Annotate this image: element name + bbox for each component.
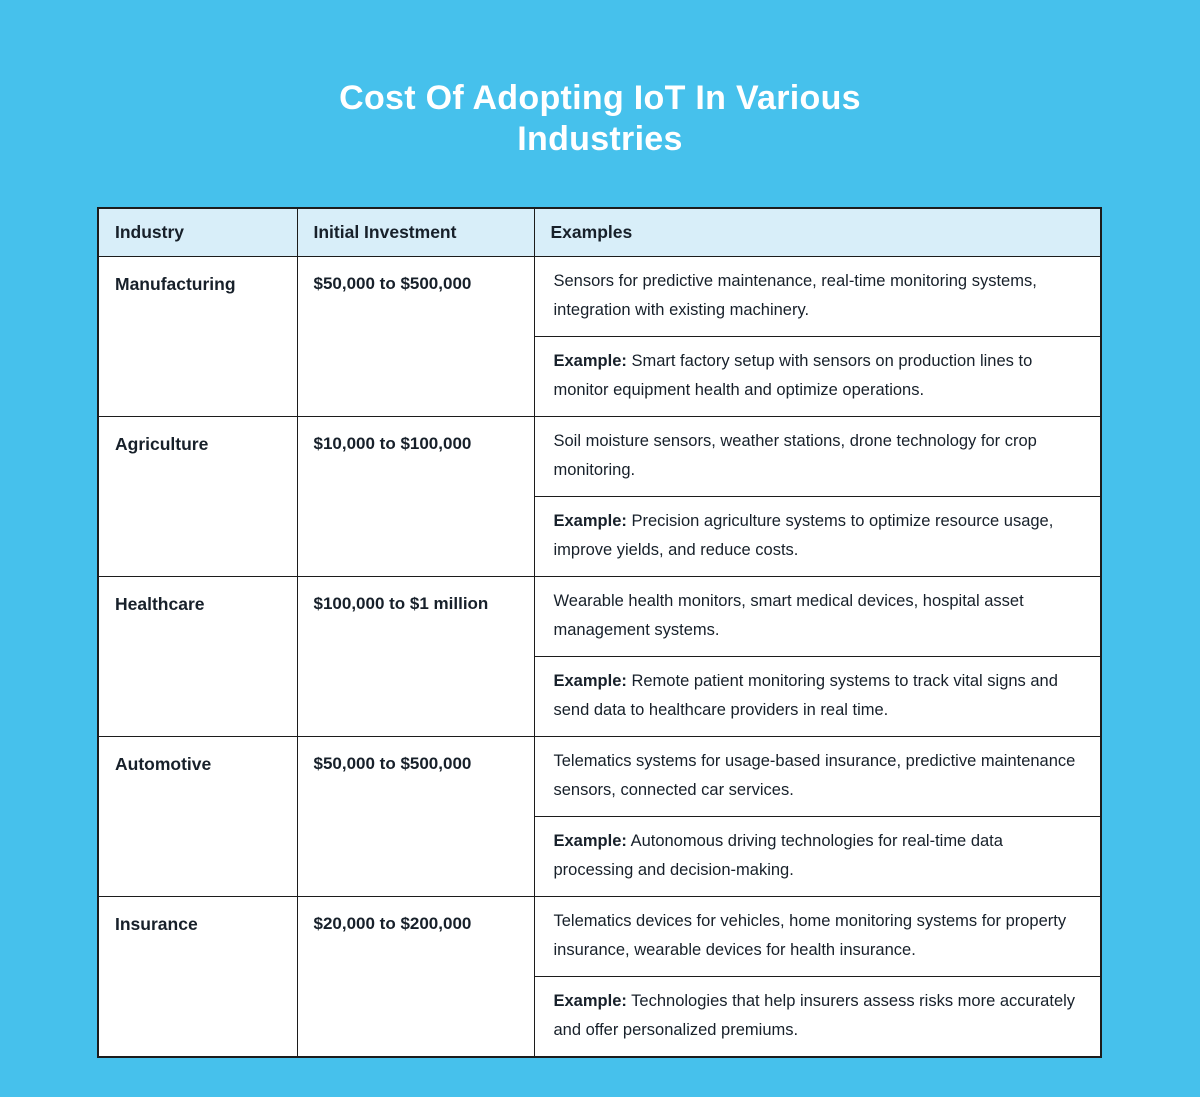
examples-description-cell: Sensors for predictive maintenance, real-time monitoring systems, integration with existing machinery. [534,256,1101,336]
examples-description-cell: Telematics devices for vehicles, home monitoring systems for property insurance, wearable devices for health insurance. [534,896,1101,976]
example-text: Smart factory setup with sensors on production lines to monitor equipment health and optimize operations. [553,351,1033,399]
example-text: Autonomous driving technologies for real-time data processing and decision-making. [553,831,1003,879]
investment-cell: $20,000 to $200,000 [297,896,534,1057]
example-label: Example: [553,671,627,690]
table-row [98,256,1101,336]
page-title-line2: Industries [517,120,683,158]
examples-description-cell: Soil moisture sensors, weather stations, drone technology for crop monitoring. [534,416,1101,496]
industry-cell: Agriculture [98,416,297,576]
example-text: Technologies that help insurers assess risks more accurately and offer personalized premiums. [553,991,1076,1039]
examples-description-cell: Telematics systems for usage-based insurance, predictive maintenance sensors, connected car services. [534,736,1101,816]
column-header-investment: Initial Investment [297,208,534,256]
table-header-row [98,208,1101,256]
column-header-industry: Industry [98,208,297,256]
industry-cell: Insurance [98,896,297,1057]
example-cell [534,656,1101,736]
investment-cell: $50,000 to $500,000 [297,736,534,896]
iot-cost-table [97,207,1102,1058]
page-title-line1: Cost Of Adopting IoT In Various [339,79,861,117]
examples-description-cell: Wearable health monitors, smart medical devices, hospital asset management systems. [534,576,1101,656]
example-cell [534,336,1101,416]
table-row [98,416,1101,496]
investment-cell: $50,000 to $500,000 [297,256,534,416]
example-cell [534,816,1101,896]
example-label: Example: [553,351,627,370]
example-cell [534,496,1101,576]
table-row [98,896,1101,976]
investment-cell: $10,000 to $100,000 [297,416,534,576]
table-row [98,576,1101,656]
column-header-examples: Examples [534,208,1101,256]
investment-cell: $100,000 to $1 million [297,576,534,736]
example-label: Example: [553,991,627,1010]
industry-cell: Healthcare [98,576,297,736]
industry-cell: Manufacturing [98,256,297,416]
table-row [98,736,1101,816]
example-text: Remote patient monitoring systems to track vital signs and send data to healthcare providers in real time. [553,671,1058,719]
example-label: Example: [553,831,627,850]
example-label: Example: [553,511,627,530]
industry-cell: Automotive [98,736,297,896]
page-title [0,78,1200,160]
example-text: Precision agriculture systems to optimize resource usage, improve yields, and reduce costs. [553,511,1054,559]
example-cell [534,976,1101,1057]
